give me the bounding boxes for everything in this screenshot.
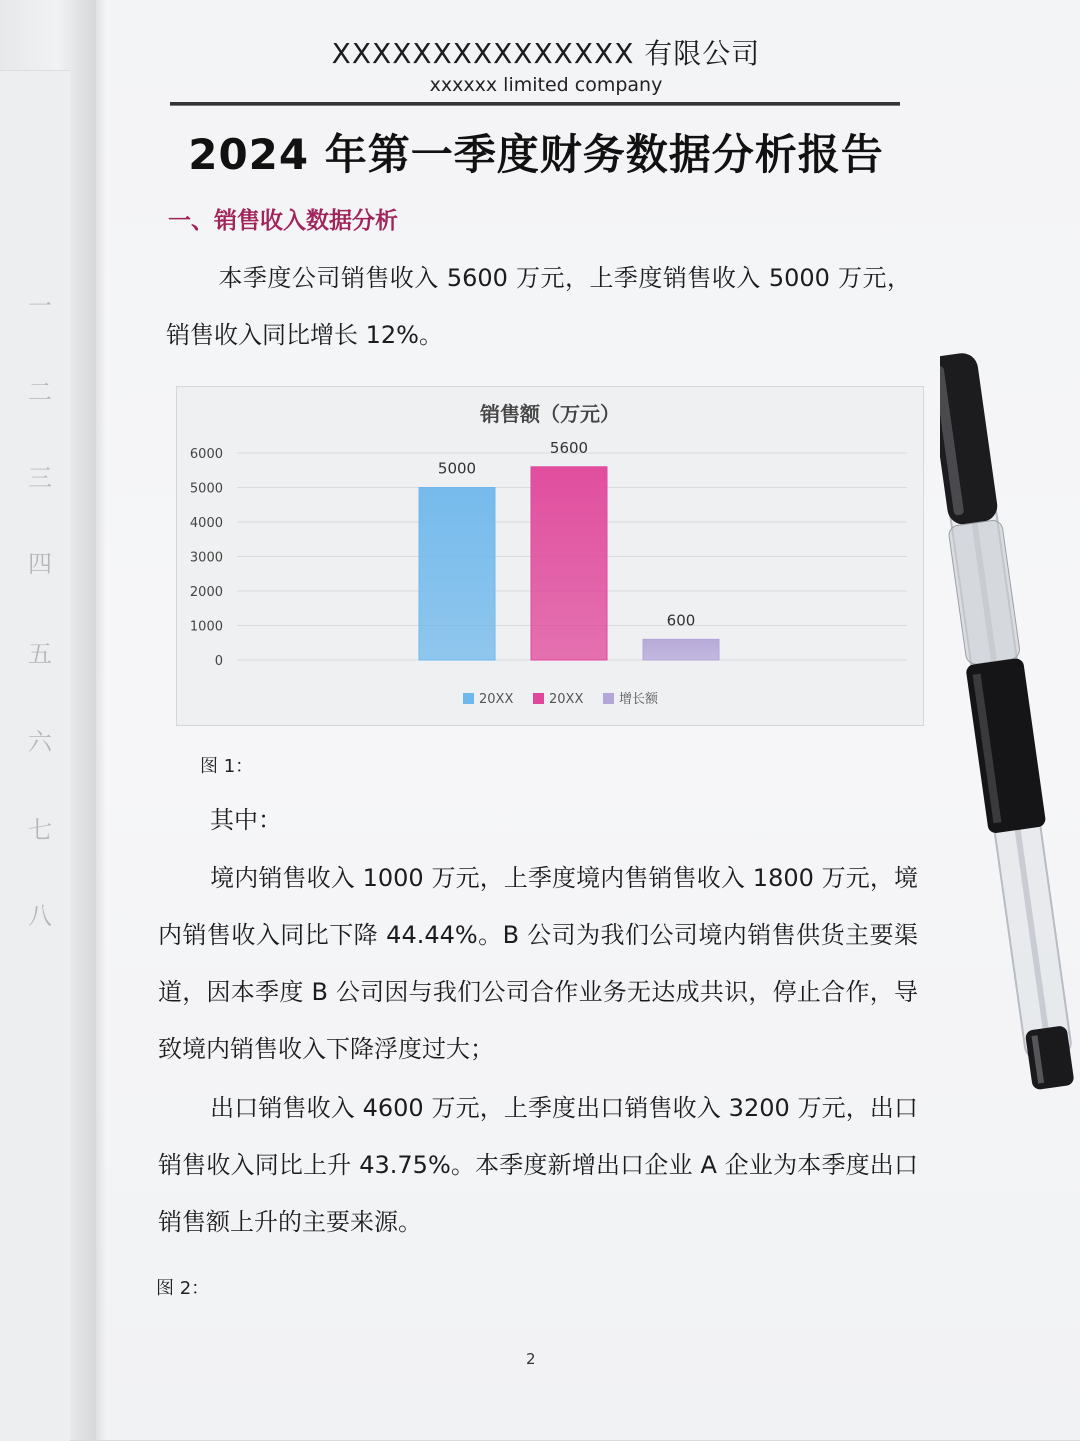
paragraph-text: 境内销售收入 1000 万元，上季度境内售销售收入 1800 万元，境内销售收入同比下降 44.44%。B 公司为我们公司境内销售供货主要渠道，因本季度 B 公司因与我们公司合作业务无达成共识，停止合作，导致境内销售收入下降浮度过大； [158, 864, 918, 1063]
paragraph-qizhong: 其中： [210, 806, 282, 834]
bar-data-label: 600 [666, 611, 696, 630]
document-page [96, 0, 1080, 1440]
section-heading: 一、销售收入数据分析 [168, 208, 398, 234]
y-tick-label: 6000 [189, 447, 223, 462]
toc-char: 三 [28, 464, 52, 492]
y-tick-label: 5000 [189, 481, 223, 497]
previous-page-edge [0, 0, 96, 1440]
legend-label: 20XX [479, 692, 514, 707]
bar-data-label: 5000 [437, 459, 477, 478]
company-name-cn: XXXXXXXXXXXXXXX 有限公司 [331, 37, 761, 70]
company-name-en: xxxxxx limited company [429, 74, 663, 96]
y-tick-label: 1000 [189, 619, 223, 635]
y-tick-label: 0 [214, 654, 223, 669]
paragraph-text: 本季度公司销售收入 5600 万元，上季度销售收入 5000 万元，销售收入同比增长 12%。 [166, 264, 911, 349]
figure-2-label: 图 2： [156, 1278, 210, 1299]
y-tick-label: 4000 [189, 516, 223, 531]
toc-char: 七 [28, 816, 52, 844]
sales-bar-chart [176, 386, 924, 726]
header-rule [170, 102, 900, 106]
bar-0 [419, 488, 495, 661]
legend-swatch [463, 693, 474, 704]
legend-swatch [533, 693, 544, 704]
paragraph-export-sales [158, 1080, 918, 1251]
chart-svg [177, 387, 923, 725]
toc-char: 四 [28, 550, 52, 578]
page-number: 2 [526, 1350, 536, 1368]
toc-char: 二 [28, 378, 52, 406]
toc-char: 五 [28, 640, 52, 668]
paragraph-text: 出口销售收入 4600 万元，上季度出口销售收入 3200 万元，出口销售收入同比上升 43.75%。本季度新增出口企业 A 企业为本季度出口销售额上升的主要来源。 [158, 1094, 918, 1236]
figure-1-label: 图 1： [200, 756, 254, 777]
bar-2 [643, 639, 719, 660]
y-tick-label: 3000 [189, 550, 223, 566]
pen-icon [940, 330, 1080, 1120]
bar-1 [531, 467, 607, 660]
legend-swatch [603, 693, 614, 704]
paragraph-sales-summary [166, 250, 911, 364]
chart-title: 销售额（万元） [480, 402, 620, 426]
paragraph-domestic-sales [158, 850, 918, 1078]
toc-char: 八 [28, 902, 52, 930]
y-tick-label: 2000 [189, 585, 223, 600]
bar-data-label: 5600 [549, 438, 589, 457]
toc-char: 一 [28, 292, 52, 320]
legend-label: 增长额 [619, 692, 659, 707]
document-title: 2024 年第一季度财务数据分析报告 [188, 130, 884, 179]
toc-char: 六 [28, 728, 52, 756]
legend-label: 20XX [549, 692, 584, 707]
